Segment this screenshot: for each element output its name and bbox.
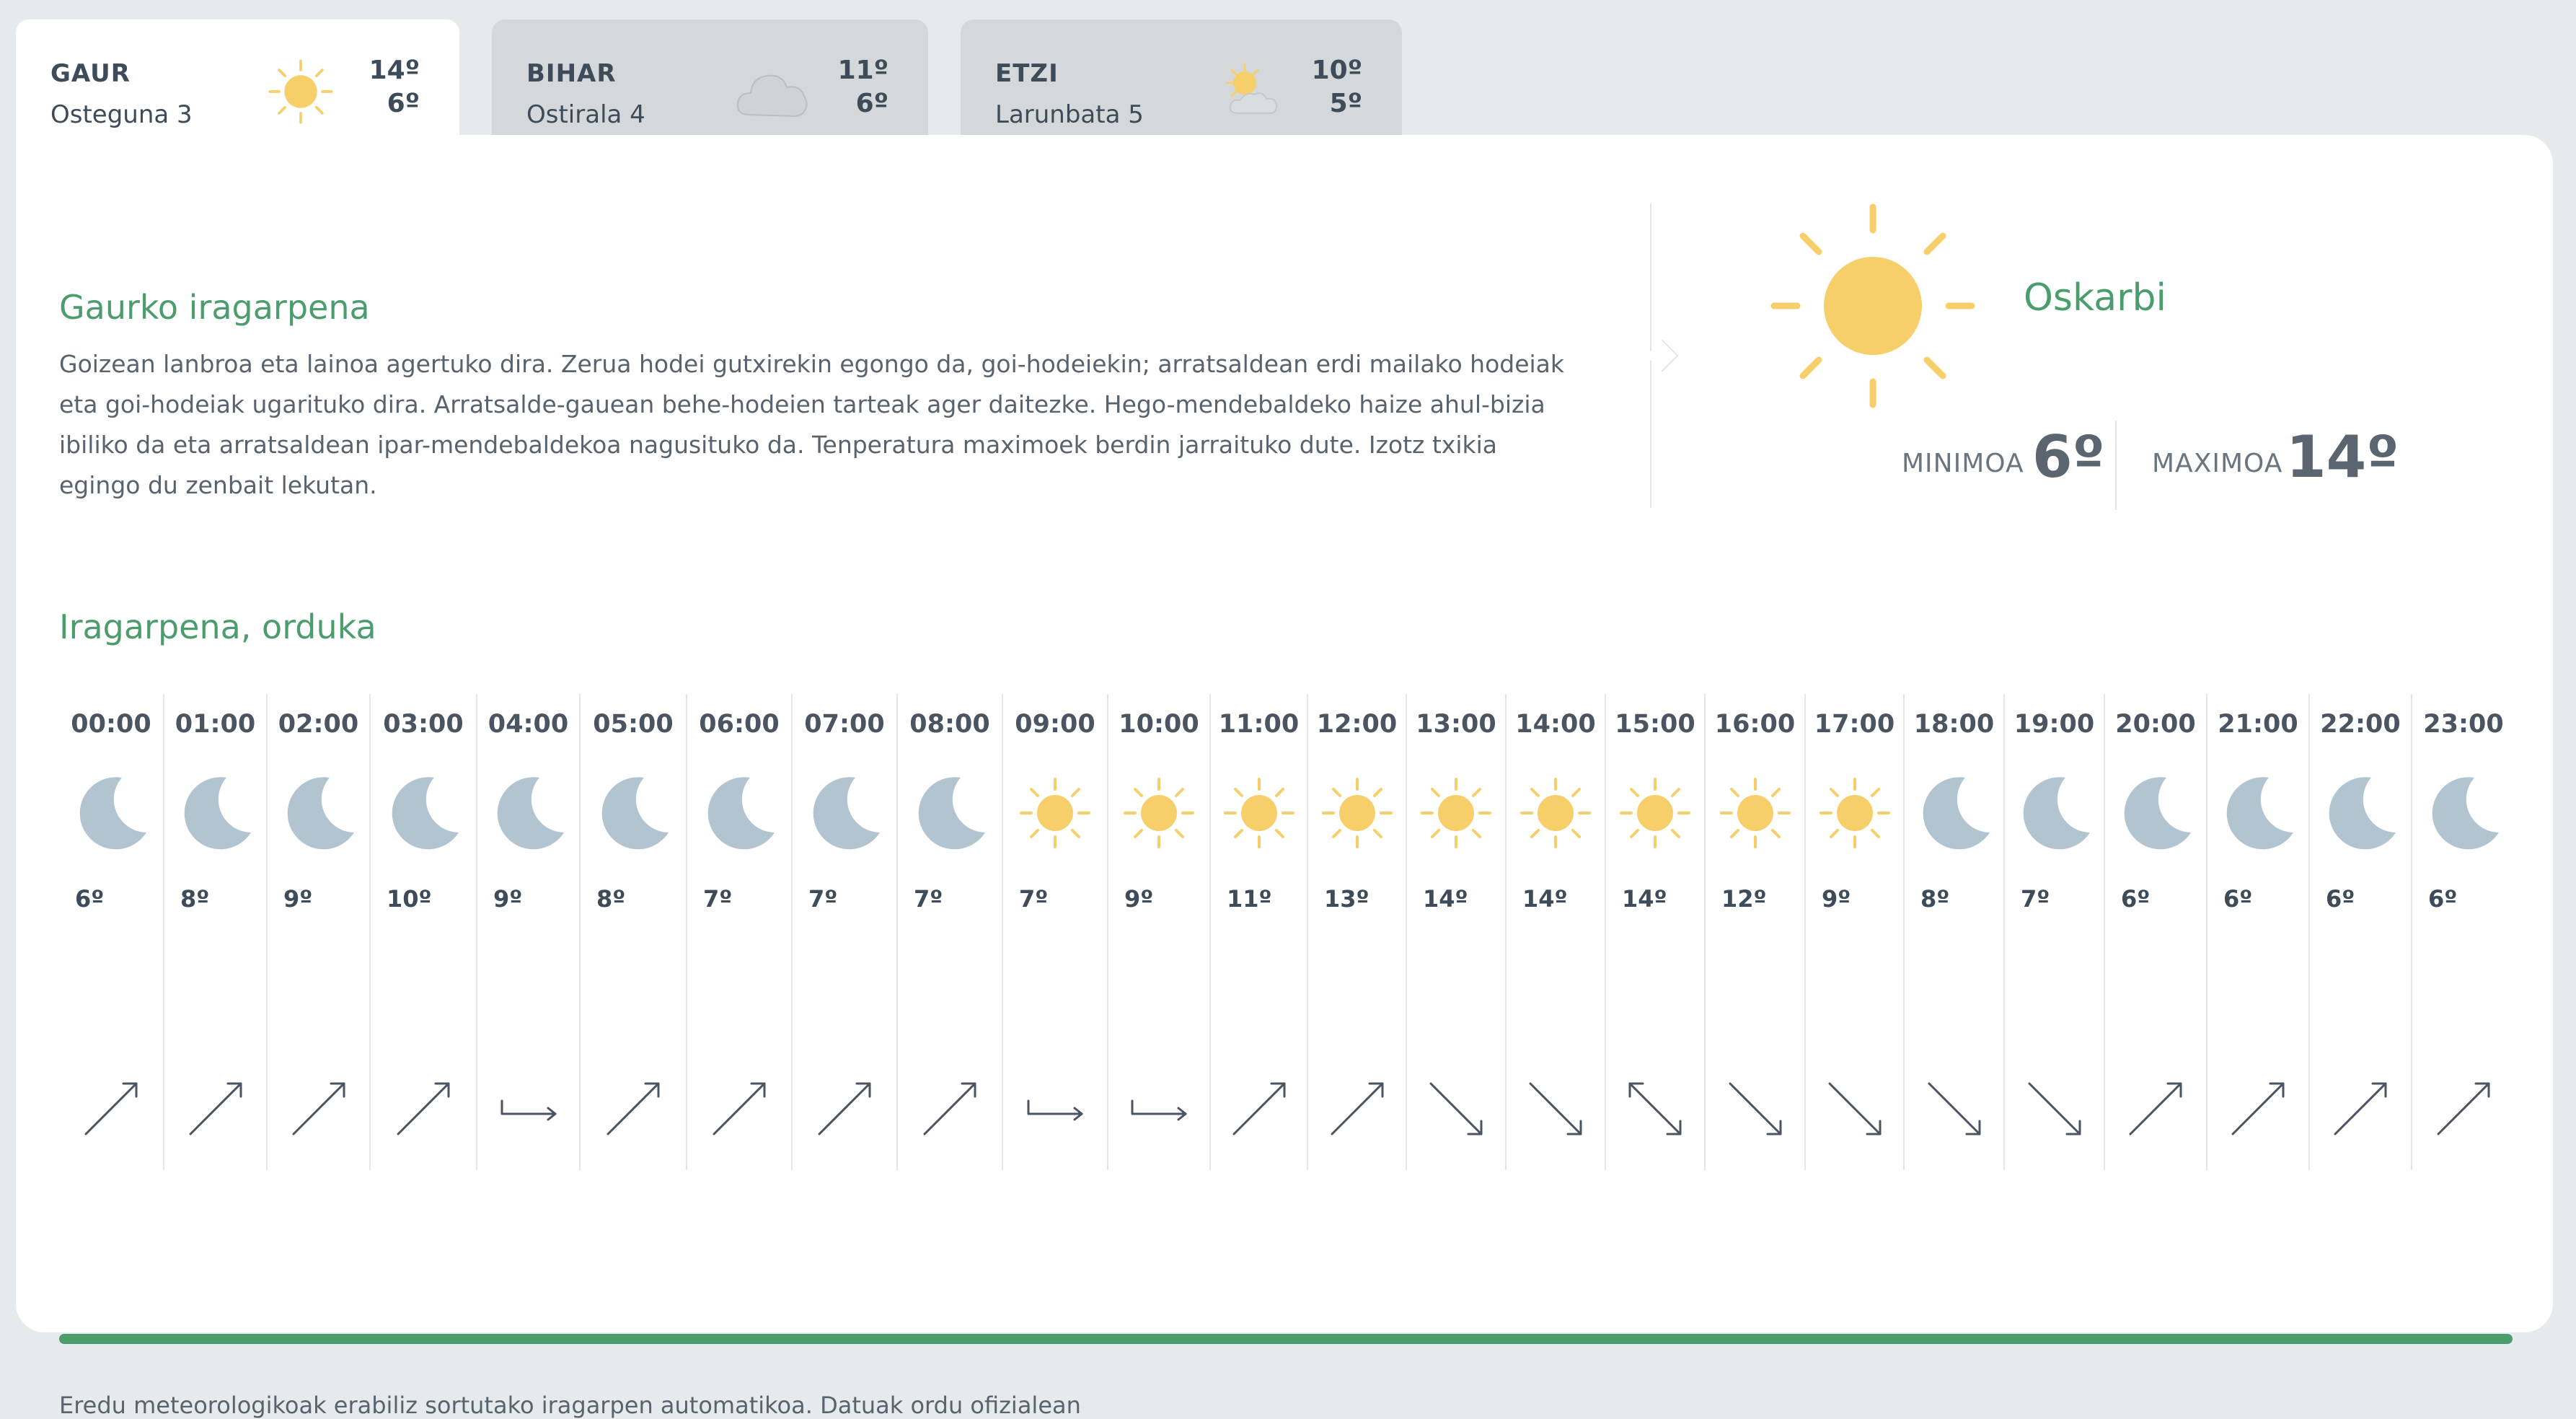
moon-icon: [71, 773, 151, 853]
tab-day-date: Osteguna 3: [50, 100, 193, 129]
wind-arrow-icon: [183, 1076, 248, 1141]
hour-temp: 7º: [2021, 885, 2050, 913]
hour-time: 06:00: [699, 710, 780, 739]
wind-arrow-icon: [1523, 1076, 1588, 1141]
hour-column: [2003, 694, 2104, 1170]
sun-icon: [1416, 773, 1496, 853]
wind-arrow-icon: [286, 1076, 351, 1141]
hour-column: [1406, 694, 1505, 1170]
hour-temp: 8º: [596, 885, 626, 913]
hour-column: [1903, 694, 2003, 1170]
hour-time: 22:00: [2320, 710, 2401, 739]
sun-icon: [1815, 773, 1894, 853]
min-temp-value: 6º: [2032, 423, 2105, 491]
tab-bihar[interactable]: [492, 19, 928, 135]
sun-icon: [1318, 773, 1397, 853]
wind-arrow-icon: [1126, 1076, 1191, 1141]
tab-max-temp: 14º: [369, 56, 420, 85]
hour-column: [2308, 694, 2411, 1170]
sun-icon: [1615, 773, 1695, 853]
moon-icon: [594, 773, 673, 853]
today-forecast-description: Goizean lanbroa eta lainoa agertuko dira. Zerua hodei gutxirekin egongo da, goi-hodeiekin; arratsaldean erdi mailako hodeiak eta goi-hodeiak ugarituko dira. Arratsalde-gauean behe-hodeien tarteak ager daitezke. Hego-mendebaldeko haize ahul-bizia ibiliko da eta arratsaldean ipar-mendebaldekoa nagusituko da. Tenperatura maximoek berdin jarraituko dute. Izotz txikia egingo du zenbait lekutan.: [59, 350, 1565, 499]
tab-min-temp: 5º: [1329, 89, 1362, 118]
tab-min-temp: 6º: [387, 89, 420, 118]
sun-icon: [1015, 773, 1095, 853]
hour-time: 19:00: [2013, 710, 2095, 739]
moon-icon: [2424, 773, 2503, 853]
wind-arrow-icon: [2226, 1076, 2290, 1141]
hour-time: 11:00: [1218, 710, 1300, 739]
hour-temp: 7º: [914, 885, 943, 913]
timeline-bar: [59, 1334, 2513, 1344]
hour-column: [2411, 694, 2515, 1170]
hour-temp: 12º: [1721, 885, 1767, 913]
wind-arrow-icon: [917, 1076, 982, 1141]
wind-arrow-icon: [1227, 1076, 1292, 1141]
hour-temp: 9º: [1822, 885, 1851, 913]
hour-temp: 9º: [283, 885, 313, 913]
sun-cloud-icon: [1207, 56, 1287, 128]
hour-column: [1307, 694, 1406, 1170]
wind-arrow-icon: [79, 1076, 144, 1141]
tab-etzi[interactable]: [961, 19, 1402, 135]
forecast-card: [16, 135, 2553, 1419]
sun-icon: [1768, 201, 1977, 410]
sun-icon: [1119, 773, 1199, 853]
wind-arrow-icon: [707, 1076, 772, 1141]
moon-icon: [910, 773, 989, 853]
moon-icon: [279, 773, 358, 853]
wind-arrow-icon: [1822, 1076, 1887, 1141]
wind-arrow-icon: [1424, 1076, 1488, 1141]
moon-icon: [489, 773, 568, 853]
weather-condition: Oskarbi: [2024, 276, 2166, 320]
hour-column: [369, 694, 476, 1170]
hour-temp: 14º: [1423, 885, 1468, 913]
wind-arrow-icon: [2022, 1076, 2087, 1141]
max-temp-label: MAXIMOA: [2152, 449, 2283, 478]
moon-icon: [2321, 773, 2400, 853]
hour-column: [1605, 694, 1704, 1170]
hour-column: [1107, 694, 1209, 1170]
hour-column: [2206, 694, 2308, 1170]
hour-temp: 6º: [2326, 885, 2355, 913]
hour-temp: 14º: [1622, 885, 1667, 913]
moon-icon: [384, 773, 463, 853]
hour-temp: 9º: [1124, 885, 1154, 913]
moon-icon: [176, 773, 255, 853]
sun-icon: [265, 56, 344, 128]
sun-icon: [1716, 773, 1795, 853]
hour-time: 15:00: [1615, 710, 1695, 739]
cloud-icon: [733, 56, 813, 128]
tab-day-date: Ostirala 4: [526, 100, 645, 129]
hour-time: 04:00: [488, 710, 569, 739]
hour-time: 10:00: [1119, 710, 1199, 739]
wind-arrow-icon: [2328, 1076, 2393, 1141]
moon-icon: [2218, 773, 2298, 853]
hour-column: [686, 694, 791, 1170]
sun-icon: [1516, 773, 1595, 853]
wind-arrow-icon: [2123, 1076, 2188, 1141]
moon-icon: [2015, 773, 2094, 853]
hour-time: 23:00: [2423, 710, 2504, 739]
hour-temp: 8º: [1920, 885, 1950, 913]
max-temp-value: 14º: [2286, 423, 2399, 491]
hourly-forecast-heading: Iragarpena, orduka: [59, 607, 376, 646]
hour-time: 20:00: [2115, 710, 2196, 739]
wind-arrow-icon: [1023, 1076, 1088, 1141]
hour-time: 14:00: [1515, 710, 1596, 739]
hour-column: [1505, 694, 1605, 1170]
hour-time: 18:00: [1913, 710, 1995, 739]
moon-icon: [1915, 773, 1994, 853]
footer-note: Eredu meteorologikoak erabiliz sortutako iragarpen automatikoa. Datuak ordu ofizialean: [59, 1392, 1081, 1419]
wind-arrow-icon: [1922, 1076, 1987, 1141]
hour-column: [2104, 694, 2206, 1170]
hour-temp: 6º: [2121, 885, 2151, 913]
hour-temp: 10º: [387, 885, 432, 913]
tab-min-temp: 6º: [855, 89, 888, 118]
minmax-separator: [2115, 421, 2117, 510]
hour-time: 07:00: [804, 710, 885, 739]
wind-arrow-icon: [496, 1076, 561, 1141]
hour-time: 13:00: [1416, 710, 1496, 739]
hour-column: [1002, 694, 1107, 1170]
hour-temp: 6º: [75, 885, 105, 913]
hour-column: [476, 694, 579, 1170]
hour-column: [59, 694, 163, 1170]
wind-arrow-icon: [1723, 1076, 1788, 1141]
wind-arrow-icon: [1325, 1076, 1390, 1141]
hour-time: 17:00: [1814, 710, 1895, 739]
hour-time: 08:00: [909, 710, 990, 739]
hour-time: 09:00: [1015, 710, 1095, 739]
hour-temp: 6º: [2223, 885, 2253, 913]
hour-time: 00:00: [71, 710, 151, 739]
hour-time: 12:00: [1316, 710, 1398, 739]
moon-icon: [700, 773, 779, 853]
sun-icon: [1219, 773, 1299, 853]
hour-column: [266, 694, 369, 1170]
tab-day-name: GAUR: [50, 59, 131, 88]
hour-temp: 6º: [2428, 885, 2458, 913]
hour-column: [896, 694, 1002, 1170]
hour-time: 03:00: [383, 710, 464, 739]
wind-arrow-icon: [2431, 1076, 2496, 1141]
hour-temp: 13º: [1324, 885, 1369, 913]
tab-day-date: Larunbata 5: [995, 100, 1144, 129]
hour-column: [1704, 694, 1804, 1170]
hour-column: [1804, 694, 1903, 1170]
hour-temp: 7º: [1019, 885, 1049, 913]
wind-arrow-icon: [601, 1076, 666, 1141]
hour-time: 02:00: [278, 710, 359, 739]
hour-column: [163, 694, 266, 1170]
today-forecast-heading: Gaurko iragarpena: [59, 288, 370, 327]
hour-time: 05:00: [593, 710, 674, 739]
hour-temp: 7º: [703, 885, 733, 913]
hour-time: 16:00: [1714, 710, 1796, 739]
hour-column: [791, 694, 896, 1170]
hour-temp: 11º: [1227, 885, 1272, 913]
wind-arrow-icon: [812, 1076, 877, 1141]
hour-time: 01:00: [175, 710, 256, 739]
hourly-forecast: [59, 694, 2528, 1170]
hour-time: 21:00: [2218, 710, 2298, 739]
hour-column: [579, 694, 686, 1170]
wind-arrow-icon: [391, 1076, 456, 1141]
tab-max-temp: 11º: [837, 56, 888, 85]
hour-temp: 7º: [808, 885, 838, 913]
tab-gaur[interactable]: [16, 19, 459, 135]
hour-temp: 14º: [1522, 885, 1568, 913]
moon-icon: [805, 773, 884, 853]
tab-max-temp: 10º: [1311, 56, 1362, 85]
hour-temp: 9º: [493, 885, 523, 913]
hour-temp: 8º: [180, 885, 210, 913]
tab-day-name: ETZI: [995, 59, 1059, 88]
wind-arrow-icon: [1623, 1076, 1688, 1141]
moon-icon: [2116, 773, 2195, 853]
min-temp-label: MINIMOA: [1902, 449, 2024, 478]
tab-day-name: BIHAR: [526, 59, 617, 88]
hour-column: [1209, 694, 1307, 1170]
